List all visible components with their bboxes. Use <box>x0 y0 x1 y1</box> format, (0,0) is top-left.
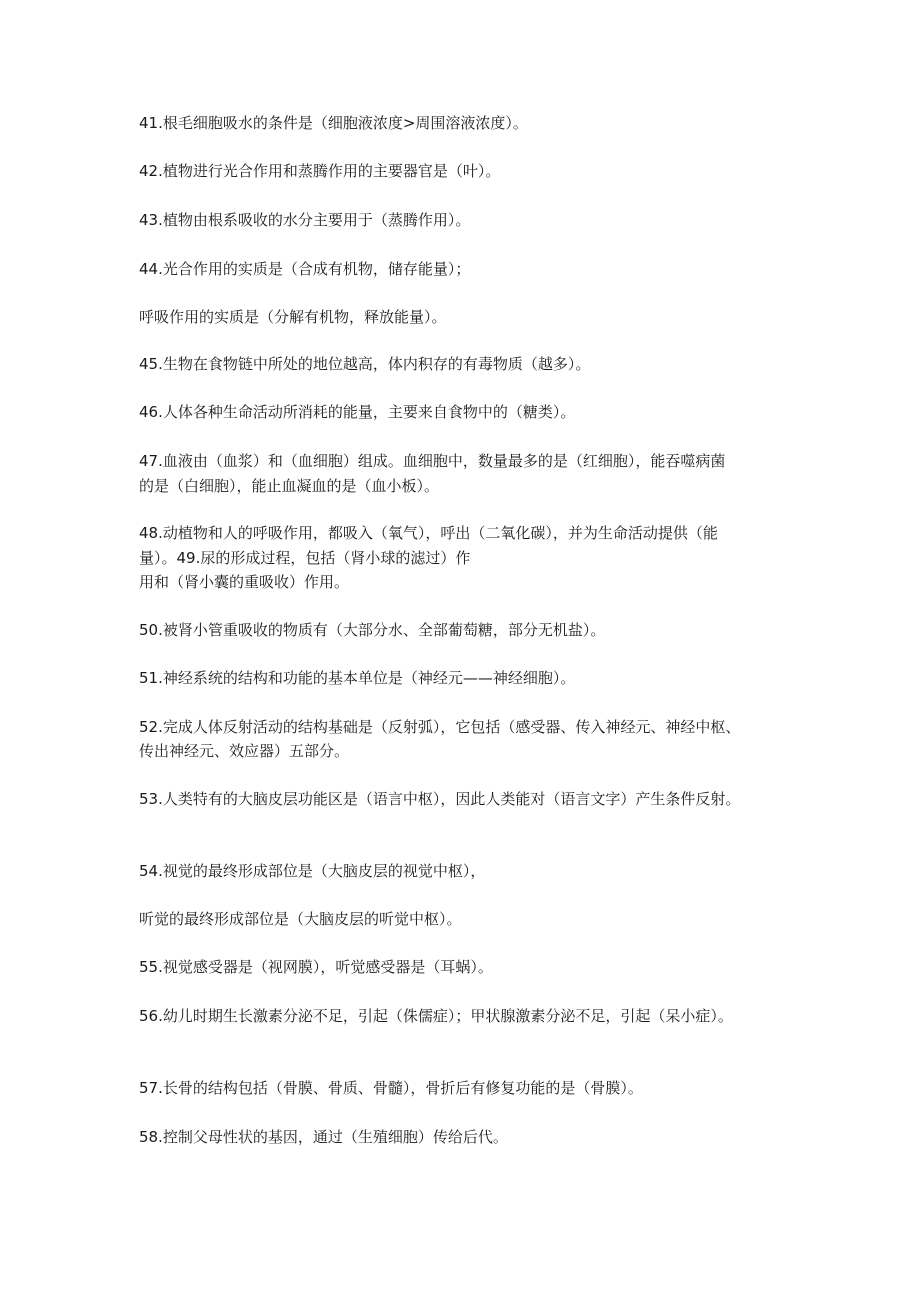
text-line-49: 用和（肾小囊的重吸收）作用。 <box>139 573 350 591</box>
text-line-46: 46.人体各种生命活动所消耗的能量，主要来自食物中的（糖类）。 <box>139 403 576 421</box>
text-line-43: 43.植物由根系吸收的水分主要用于（蒸腾作用）。 <box>139 211 471 229</box>
text-line-52b: 传出神经元、效应器）五部分。 <box>139 742 350 760</box>
text-line-50: 50.被肾小管重吸收的物质有（大部分水、全部葡萄糖，部分无机盐）。 <box>139 621 606 639</box>
text-line-52a: 52.完成人体反射活动的结构基础是（反射弧），它包括（感受器、传入神经元、神经中枢、 <box>139 718 741 736</box>
text-line-48a: 48.动植物和人的呼吸作用，都吸入（氧气），呼出（二氧化碳），并为生命活动提供（能 <box>139 524 718 542</box>
text-line-48b: 量）。49.尿的形成过程，包括（肾小球的滤过）作 <box>139 549 471 567</box>
text-line-56: 56.幼儿时期生长激素分泌不足，引起（侏儒症）；甲状腺激素分泌不足，引起（呆小症）。 <box>139 1007 733 1025</box>
text-line-58: 58.控制父母性状的基因，通过（生殖细胞）传给后代。 <box>139 1128 508 1146</box>
text-line-44a: 44.光合作用的实质是（合成有机物，储存能量）； <box>139 260 471 278</box>
text-line-54b: 听觉的最终形成部位是（大脑皮层的听觉中枢）。 <box>139 910 462 928</box>
text-line-45: 45.生物在食物链中所处的地位越高，体内积存的有毒物质（越多）。 <box>139 355 591 373</box>
text-line-42: 42.植物进行光合作用和蒸腾作用的主要器官是（叶）。 <box>139 162 501 180</box>
text-line-51: 51.神经系统的结构和功能的基本单位是（神经元——神经细胞）。 <box>139 669 576 687</box>
text-line-53: 53.人类特有的大脑皮层功能区是（语言中枢），因此人类能对（语言文字）产生条件反射。 <box>139 790 741 808</box>
text-line-44b: 呼吸作用的实质是（分解有机物，释放能量）。 <box>139 308 447 326</box>
text-line-57: 57.长骨的结构包括（骨膜、骨质、骨髓），骨折后有修复功能的是（骨膜）。 <box>139 1079 643 1097</box>
text-line-47a: 47.血液由（血浆）和（血细胞）组成。血细胞中，数量最多的是（红细胞），能吞噬病菌 <box>139 452 726 470</box>
text-line-55: 55.视觉感受器是（视网膜），听觉感受器是（耳蜗）。 <box>139 958 493 976</box>
text-line-47b: 的是（白细胞），能止血凝血的是（血小板）。 <box>139 477 440 495</box>
text-line-41: 41.根毛细胞吸水的条件是（细胞液浓度>周围溶液浓度）。 <box>139 114 528 132</box>
text-line-54a: 54.视觉的最终形成部位是（大脑皮层的视觉中枢）， <box>139 862 486 880</box>
